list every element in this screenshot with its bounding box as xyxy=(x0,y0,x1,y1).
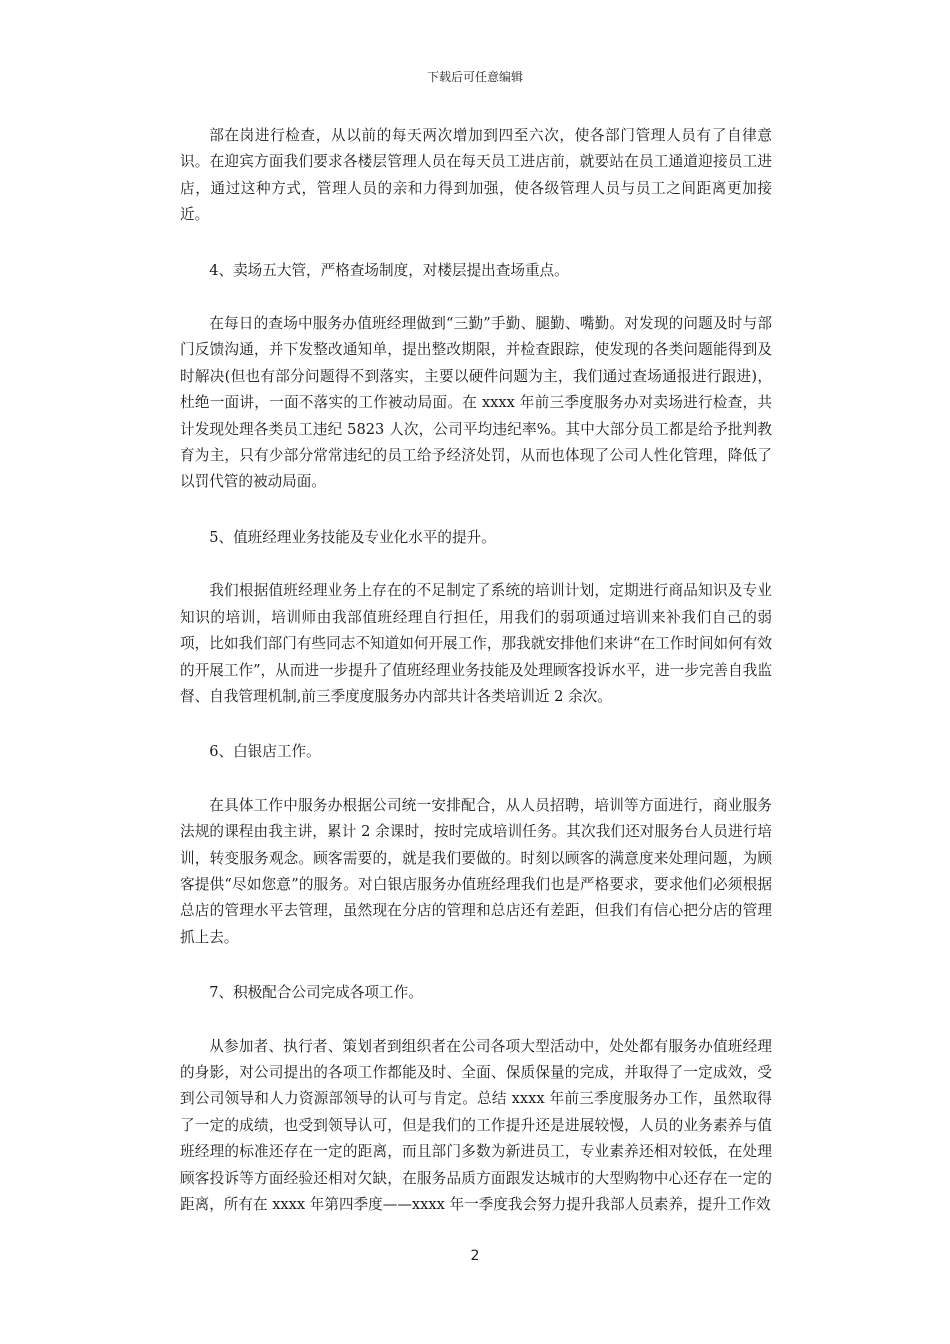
paragraph-floor-inspection: 在每日的查场中服务办值班经理做到“三勤”手勤、腿勤、嘴勤。对发现的问题及时与部门反馈沟通，并下发整改通知单，提出整改期限，并检查跟踪，使发现的各类问题能得到及时解决(但也有部分问题得不到落实，主要以硬件问题为主，我们通过查场通报进行跟进)，杜绝一面讲，一面不落实的工作被动局面。在 xxxx 年前三季度服务办对卖场进行检查，共计发现处理各类员工违纪 5823 人次，公司平均违纪率%。其中大部分员工都是给予批判教育为主，只有少部分常常违纪的员工给予经济处罚，从而也体现了公司人性化管理，降低了以罚代管的被动局面。 xyxy=(180,315,772,491)
section-heading-7: 7、积极配合公司完成各项工作。 xyxy=(209,984,423,1002)
page-header: 下载后可任意编辑 xyxy=(426,70,523,84)
paragraph-training: 我们根据值班经理业务上存在的不足制定了系统的培训计划，定期进行商品知识及专业知识的培训，培训师由我部值班经理自行担任，用我们的弱项通过培训来补我们自己的弱项，比如我们部门有些同志不知道如何开展工作，那我就安排他们来讲“在工作时间如何有效的开展工作”，从而进一步提升了值班经理业务技能及处理顾客投诉水平，进一步完善自我监督、自我管理机制,前三季度度服务办内部共计各类培训近 2 余次。 xyxy=(180,582,772,705)
paragraph-inspection: 部在岗进行检查，从以前的每天两次增加到四至六次，使各部门管理人员有了自律意识。在迎宾方面我们要求各楼层管理人员在每天员工进店前，就要站在员工通道迎接员工进店，通过这种方式，管理人员的亲和力得到加强，使各级管理人员与员工之间距离更加接近。 xyxy=(180,127,772,224)
section-heading-6: 6、白银店工作。 xyxy=(209,743,321,761)
paragraph-company-cooperation: 从参加者、执行者、策划者到组织者在公司各项大型活动中，处处都有服务办值班经理的身影，对公司提出的各项工作都能及时、全面、保质保量的完成，并取得了一定成效，受到公司领导和人力资源部领导的认可与肯定。总结 xxxx 年前三季度服务办工作，虽然取得了一定的成绩，也受到领导认可，但是我们的工作提升还是进展较慢，人员的业务素养与值班经理的标准还存在一定的距离，而且部门多数为新进员工，专业素养还相对较低，在处理顾客投诉等方面经验还相对欠缺，在服务品质方面跟发达城市的大型购物中心还存在一定的距离，所有在 xxxx 年第四季度——xxxx 年一季度我会努力提升我部人员素养，提升工作效 xyxy=(180,1037,772,1213)
document-body xyxy=(180,123,772,1247)
section-heading-5: 5、值班经理业务技能及专业化水平的提升。 xyxy=(209,528,496,546)
page-number: 2 xyxy=(470,1248,480,1264)
section-heading-4: 4、卖场五大管，严格查场制度，对楼层提出查场重点。 xyxy=(209,261,569,279)
paragraph-baiyin-store: 在具体工作中服务办根据公司统一安排配合，从人员招聘，培训等方面进行，商业服务法规的课程由我主讲，累计 2 余课时，按时完成培训任务。其次我们还对服务台人员进行培训，转变服务观念。顾客需要的，就是我们要做的。时刻以顾客的满意度来处理问题，为顾客提供“尽如您意”的服务。对白银店服务办值班经理我们也是严格要求，要求他们必须根据总店的管理水平去管理，虽然现在分店的管理和总店还有差距，但我们有信心把分店的管理抓上去。 xyxy=(180,796,772,946)
